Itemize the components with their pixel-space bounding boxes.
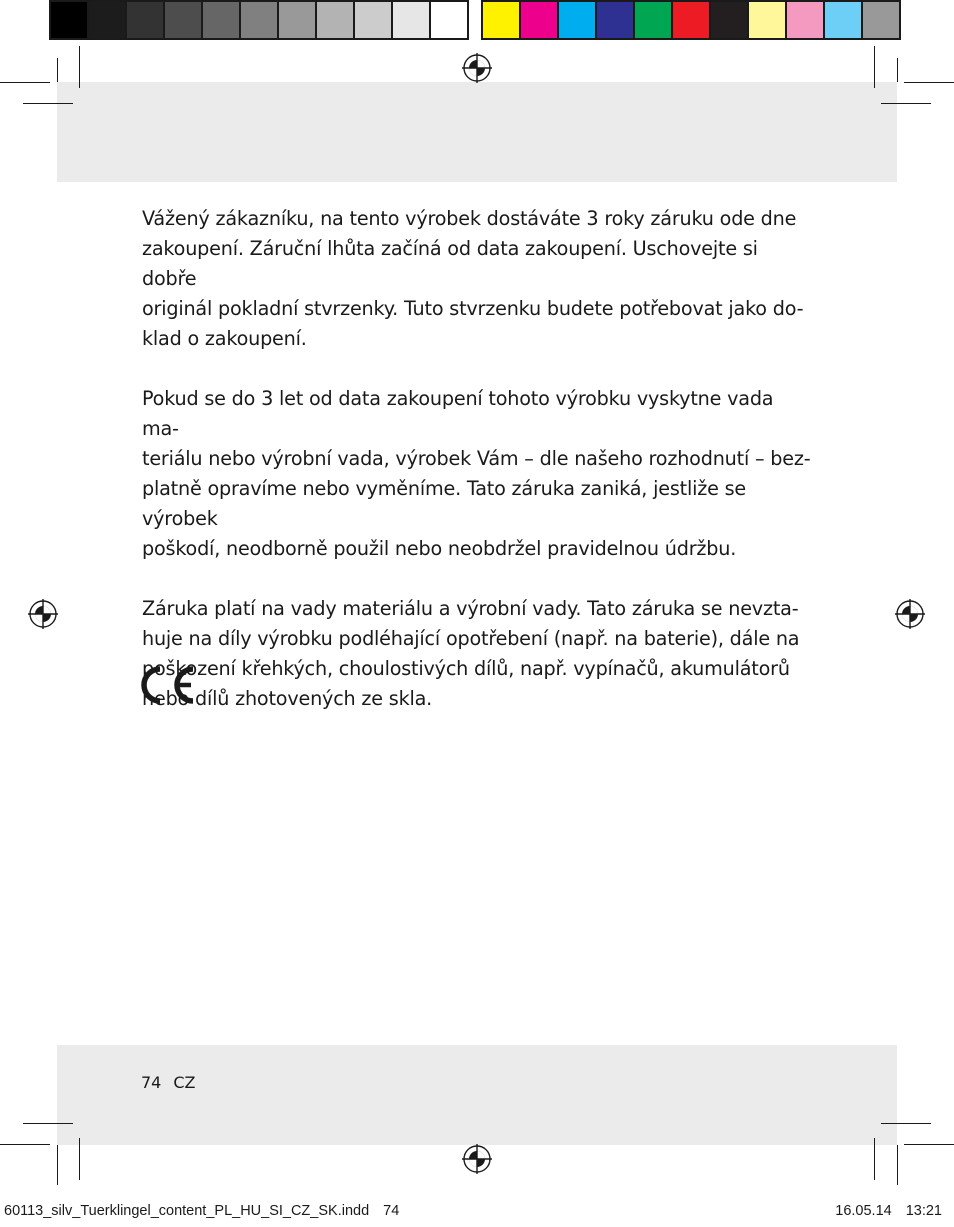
color-swatch [315, 0, 353, 40]
registration-mark-icon [462, 1144, 492, 1174]
page-number: 74 [141, 1073, 162, 1092]
color-swatch [353, 0, 391, 40]
grayscale-color-bar [49, 0, 469, 40]
color-swatch [747, 0, 785, 40]
slug-timestamp [835, 1203, 942, 1219]
warranty-paragraph-2: Pokud se do 3 let od data zakoupení tohoto výrobku vyskytne vada ma- teriálu nebo výrobní vada, výrobek Vám – dle našeho rozhodnutí – bez- platně opravíme nebo vyměníme. Tato záruka zaniká, jestliže se výrobek poškodí, neodborně použil nebo neobdržel pravidelnou údržbu. [142, 387, 811, 560]
process-color-bar [481, 0, 901, 40]
crop-mark [881, 103, 931, 104]
crop-mark [0, 82, 50, 83]
color-swatch [49, 0, 87, 40]
slug-filename: 60113_silv_Tuerklingel_content_PL_HU_SI_CZ_SK.indd [4, 1203, 370, 1219]
color-swatch [239, 0, 277, 40]
color-swatch [595, 0, 633, 40]
crop-mark [79, 1138, 80, 1180]
color-swatch [633, 0, 671, 40]
ce-mark-icon [140, 664, 198, 706]
crop-mark [23, 1123, 73, 1124]
warranty-text [142, 204, 814, 744]
color-swatch [87, 0, 125, 40]
crop-mark [904, 82, 954, 83]
color-swatch [709, 0, 747, 40]
slug-time: 13:21 [905, 1203, 942, 1219]
color-swatch [277, 0, 315, 40]
color-swatch [481, 0, 519, 40]
color-swatch [391, 0, 429, 40]
crop-mark [874, 1138, 875, 1180]
crop-mark [57, 1145, 58, 1185]
page-footer [141, 1073, 208, 1092]
registration-mark-icon [895, 599, 925, 629]
registration-mark-icon [28, 599, 58, 629]
language-code: CZ [173, 1073, 196, 1092]
color-swatch [519, 0, 557, 40]
registration-mark-icon [462, 53, 492, 83]
color-swatch [861, 0, 901, 40]
color-swatch [557, 0, 595, 40]
color-swatch [125, 0, 163, 40]
footer-band [57, 1045, 897, 1145]
slug-file-info [4, 1203, 399, 1219]
crop-mark [57, 58, 58, 82]
warranty-paragraph-3: Záruka platí na vady materiálu a výrobní vady. Tato záruka se nevzta- huje na díly výrobku podléhající opotřebení (např. na baterie), dále na poškození křehkých, choulostivých dílů, např. vypínačů, akumulátorů nebo dílů zhotovených ze skla. [142, 597, 800, 710]
warranty-paragraph-1: Vážený zákazníku, na tento výrobek dostáváte 3 roky záruku ode dne zakoupení. Záruční lhůta začíná od data zakoupení. Uschovejte si dobře originál pokladní stvrzenky. Tuto stvrzenku budete potřebovat jako do- klad o zakoupení. [142, 207, 804, 350]
color-swatch [823, 0, 861, 40]
color-swatch [163, 0, 201, 40]
crop-mark [79, 46, 80, 88]
crop-mark [23, 103, 73, 104]
color-swatch [429, 0, 469, 40]
crop-mark [897, 58, 898, 82]
header-band [57, 82, 897, 182]
slug-page: 74 [383, 1203, 400, 1219]
crop-mark [0, 1144, 50, 1145]
color-swatch [671, 0, 709, 40]
color-swatch [201, 0, 239, 40]
crop-mark [897, 1145, 898, 1185]
crop-mark [874, 46, 875, 88]
crop-mark [881, 1123, 931, 1124]
slug-date: 16.05.14 [835, 1203, 892, 1219]
crop-mark [904, 1144, 954, 1145]
color-swatch [785, 0, 823, 40]
